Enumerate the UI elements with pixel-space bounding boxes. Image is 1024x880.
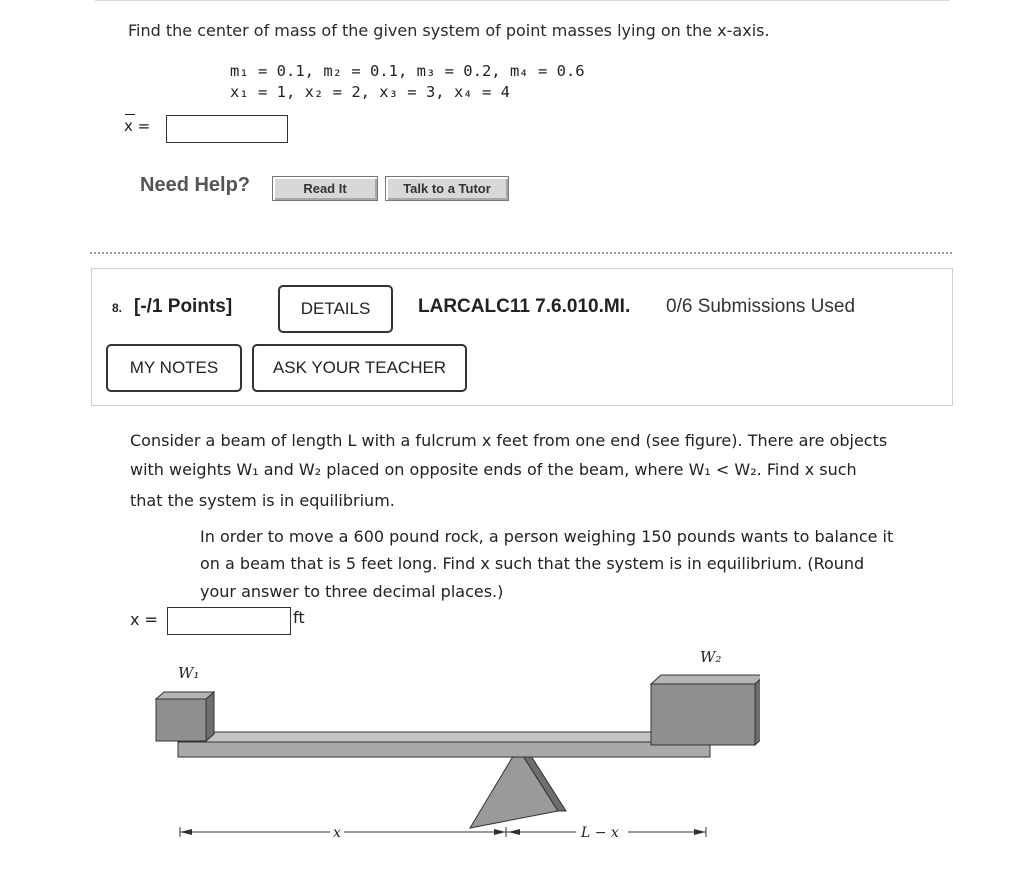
w1-block-top [156,692,214,699]
q8-answer-label: x = [130,610,158,629]
q8-problem-line-1: Consider a beam of length L with a fulcrum x feet from one end (see figure). There are objects [130,431,888,450]
w2-block-side [755,675,760,745]
w1-block [156,699,206,741]
talk-to-tutor-button[interactable]: Talk to a Tutor [385,176,509,201]
read-it-button[interactable]: Read It [272,176,378,201]
q7-prompt: Find the center of mass of the given system of point masses lying on the x-axis. [128,21,770,40]
w1-block-side [206,692,214,741]
q8-problem-line-3: that the system is in equilibrium. [130,491,395,510]
my-notes-button[interactable]: MY NOTES [106,344,242,392]
q8-answer-unit: ft [293,608,305,627]
q7-answer-label [124,117,150,135]
q8-points: [-/1 Points] [134,296,233,317]
x-arrowhead-left [180,829,192,835]
q8-subproblem-line-2: on a beam that is 5 feet long. Find x such that the system is in equilibrium. (Round [200,554,865,573]
w2-block [651,684,755,745]
q8-subproblem-line-1: In order to move a 600 pound rock, a person weighing 150 pounds wants to balance it [200,527,894,546]
q7-masses: m₁ = 0.1, m₂ = 0.1, m₃ = 0.2, m₄ = 0.6 [230,62,585,80]
q7-positions: x₁ = 1, x₂ = 2, x₃ = 3, x₄ = 4 [230,83,510,101]
lx-arrowhead-left [508,829,520,835]
top-divider [95,0,950,1]
w2-label: W₂ [700,648,722,666]
overline-bar [125,114,135,115]
lx-arrowhead-right [694,829,706,835]
q8-subproblem-line-3: your answer to three decimal places.) [200,582,504,601]
section-divider [90,252,952,254]
q8-number: 8. [112,301,123,315]
ask-teacher-button[interactable]: ASK YOUR TEACHER [252,344,467,392]
q7-answer-label-text: x = [124,117,151,135]
details-button[interactable]: DETAILS [278,285,393,333]
need-help-label: Need Help? [140,174,251,196]
q8-answer-input[interactable] [167,607,291,635]
q8-code: LARCALC11 7.6.010.MI. [418,296,631,317]
q7-answer-input[interactable] [166,115,288,143]
beam-figure [140,640,760,840]
beam [178,742,710,757]
q8-submissions: 0/6 Submissions Used [666,296,856,317]
q8-problem-line-2: with weights W₁ and W₂ placed on opposite ends of the beam, where W₁ < W₂. Find x such [130,460,857,479]
x-arrowhead-right [494,829,506,835]
w1-label: W₁ [178,664,200,682]
w2-block-top [651,675,760,684]
beam-top [178,732,718,742]
l-minus-x-label: L − x [581,825,619,840]
x-dimension-label: x [333,825,341,840]
